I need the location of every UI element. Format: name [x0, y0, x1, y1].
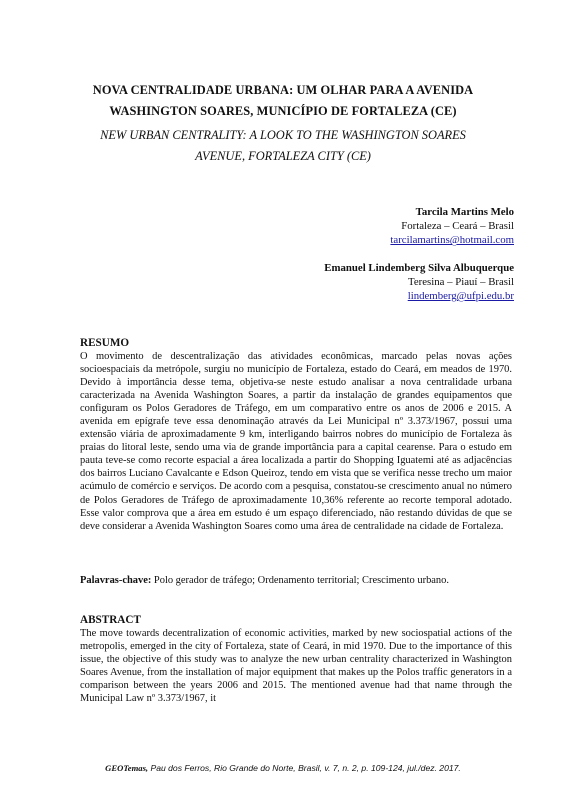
authors-block	[324, 205, 514, 316]
resumo-section	[80, 337, 512, 533]
author-email-link[interactable]: lindemberg@ufpi.edu.br	[407, 290, 514, 303]
author-location: Fortaleza – Ceará – Brasil	[401, 220, 514, 233]
title-en-line-1: NEW URBAN CENTRALITY: A LOOK TO THE WASHINGTON SOARES	[100, 128, 466, 142]
author-2	[324, 261, 514, 304]
keywords-label: Palavras-chave:	[80, 575, 152, 586]
title-pt-line-2: WASHINGTON SOARES, MUNICÍPIO DE FORTALEZA (CE)	[109, 104, 457, 118]
resumo-heading: RESUMO	[80, 337, 130, 349]
title-pt-line-1: NOVA CENTRALIDADE URBANA: UM OLHAR PARA A AVENIDA	[92, 83, 474, 97]
title-en-line-2: AVENUE, FORTALEZA CITY (CE)	[195, 149, 371, 163]
journal-name: GEOTemas,	[105, 763, 149, 773]
keywords	[80, 574, 512, 587]
author-name: Tarcila Martins Melo	[415, 206, 514, 218]
resumo-body: O movimento de descentralização das atividades econômicas, marcado pelas novas ações socioespaciais da metrópole, surgiu no município de Fortaleza, estado do Ceará, em meados de 1970. Devido à importância desse tema, objetiva-se neste estudo analisar a nova centralidade urbana caracterizada na Avenida Washington Soares, a partir da instalação de grandes equipamentos que configuram os Polos Geradores de Tráfego, em um comparativo entre os anos de 2006 e 2015. A avenida em epígrafe teve essa denominação através da Lei Municipal nº 3.373/1967, possui uma extensão viária de aproximadamente 9 km, interligando bairros nobres do município de Fortaleza às praias do litoral leste, sendo uma via de grande importância para a capital cearense. Para o estudo em pauta teve-se como recorte espacial a área localizada a partir do Shopping Iguatemi até as adjacências dos bairros Luciano Cavalcante e Edson Queiroz, tendo em vista que se verifica nesse trecho um maior acúmulo de comércio e serviços. De acordo com a pesquisa, constatou-se crescimento anual no número de Polos Geradores de Tráfego de aproximadamente 10,36% referente ao recorte temporal adotado. Esse valor comprova que a área em estudo é um espaço diferenciado, não restando dúvidas de que se deve considerar a Avenida Washington Soares como uma área de centralidade na cidade de Fortaleza.	[80, 351, 512, 532]
title-english	[60, 125, 506, 167]
abstract-heading: ABSTRACT	[80, 614, 141, 626]
journal-citation: Pau dos Ferros, Rio Grande do Norte, Brasil, v. 7, n. 2, p. 109-124, jul./dez. 2017.	[150, 763, 461, 773]
journal-footer	[0, 763, 566, 774]
author-email-link[interactable]: tarcilamartins@hotmail.com	[390, 234, 514, 247]
author-name: Emanuel Lindemberg Silva Albuquerque	[324, 261, 514, 274]
title-portuguese	[60, 80, 506, 122]
abstract-section	[80, 614, 512, 705]
author-1	[324, 205, 514, 248]
abstract-body: The move towards decentralization of economic activities, marked by new sociospatial actions of the metropolis, emerged in the city of Fortaleza, state of Ceará, in mid 1970. Due to the importance of this issue, the objective of this study was to analyze the new urban centrality characterized in Washington Soares Avenue, from the installation of major equipment that makes up the Polos traffic generators in a comparison between the years 2006 and 2015. The mentioned avenue had that name through the Municipal Law nº 3.373/1967, it	[80, 628, 512, 705]
keywords-text: Polo gerador de tráfego; Ordenamento territorial; Crescimento urbano.	[153, 575, 449, 586]
author-location: Teresina – Piauí – Brasil	[408, 275, 514, 288]
